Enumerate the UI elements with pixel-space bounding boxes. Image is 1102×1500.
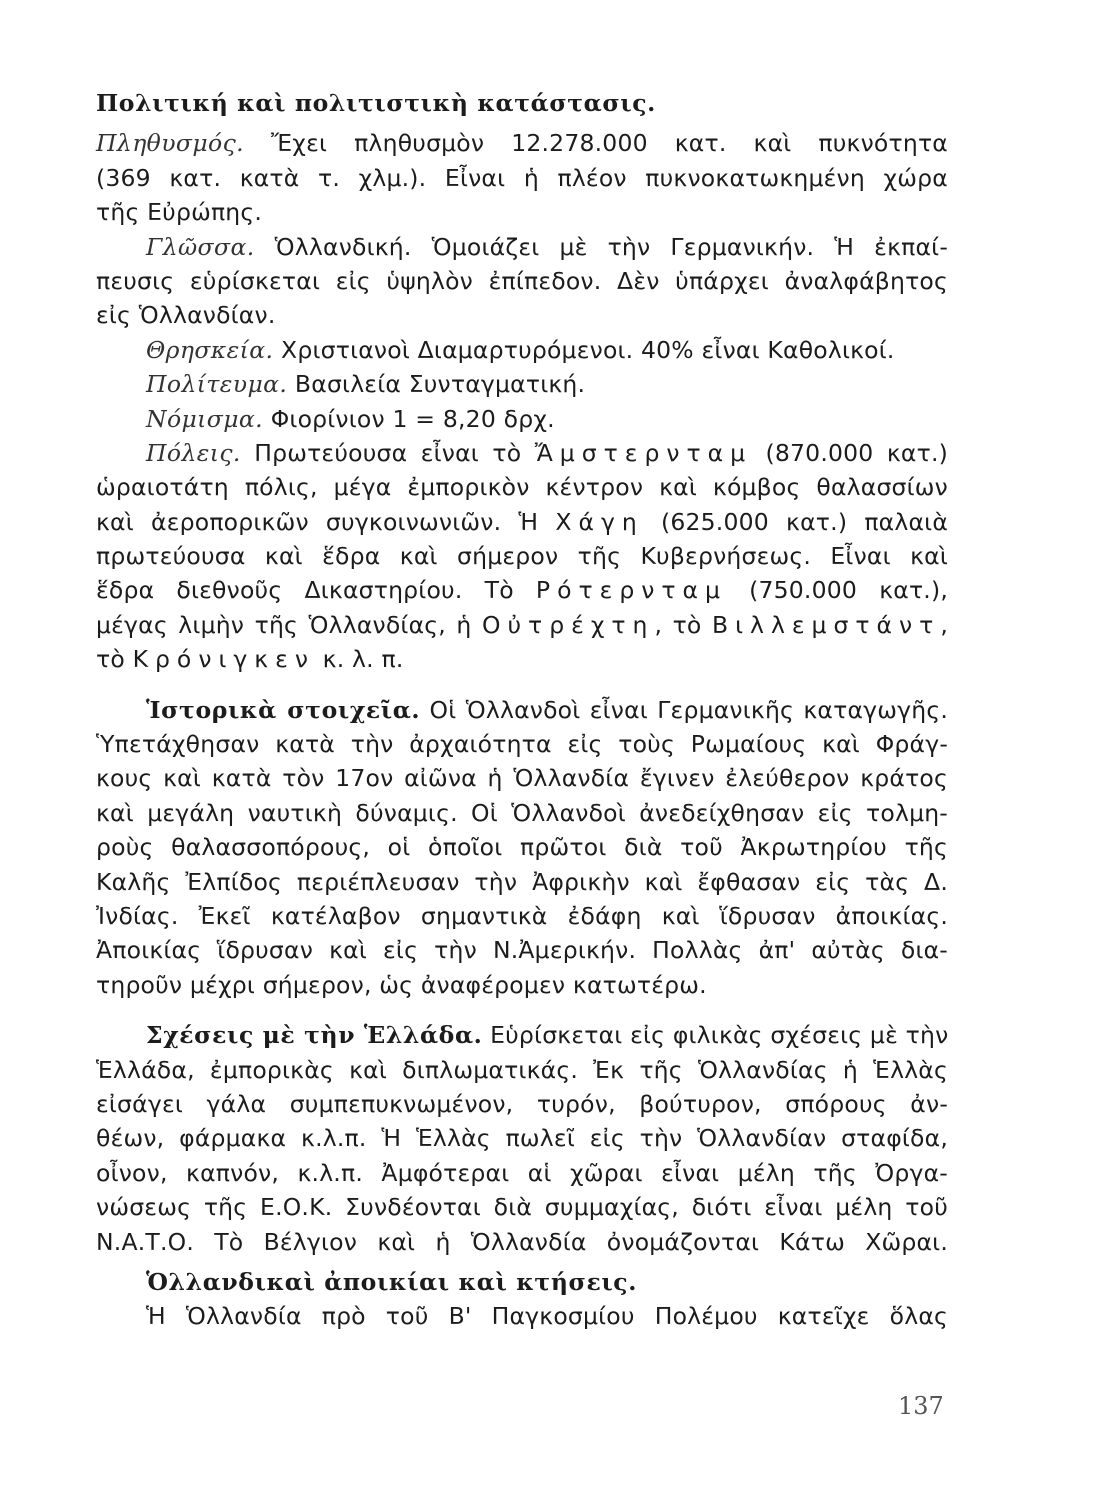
paragraph-polity: Πολίτευμα. Βασιλεία Συνταγματική. [146, 370, 586, 399]
text-line: Γλῶσσα. Ὁλλανδική. Ὁμοιάζει μὲ τὴν Γερμανικήν. Ἡ ἐκπαί- [146, 232, 948, 261]
text-line: ὡραιοτάτη πόλις, μέγα ἐμπορικὸν κέντρον καὶ κόμβος θαλασσίων [96, 473, 948, 502]
text-line: οἶνον, καπνόν, κ.λ.π. Ἀμφότεραι αἱ χῶραι εἶναι μέλη τῆς Ὀργα- [96, 1158, 948, 1187]
city-utrecht: Οὐτρέχτη [481, 610, 655, 639]
text-line: εἰσάγει γάλα συμπεπυκνωμένον, τυρόν, βούτυρον, σπόρους ἀν- [96, 1089, 948, 1118]
text-line: Σχέσεις μὲ τὴν Ἑλλάδα. Εὑρίσκεται εἰς φιλικὰς σχέσεις μὲ τὴν [146, 1021, 949, 1050]
text-line: Πόλεις. Πρωτεύουσα εἶναι τὸ Ἄμστερνταμ (870.000 κατ.) [146, 438, 948, 467]
city-amsterdam: Ἄμστερνταμ [534, 438, 753, 467]
page-text [96, 86, 948, 1334]
paragraph-cities [96, 436, 948, 677]
city-groningen: Κρόνιγκεν [132, 645, 315, 674]
text-line: Ἀποικίας ἵδρυσαν καὶ εἰς τὴν Ν.Ἀμερικήν. Πολλὰς ἀπ' αὐτὰς δια- [96, 936, 948, 965]
section-heading-colonies: Ὁλλανδικαὶ ἀποικίαι καὶ κτήσεις. [146, 1267, 637, 1296]
text-line: Καλῆς Ἐλπίδος περιέπλευσαν τὴν Ἀφρικὴν καὶ ἔφθασαν εἰς τὰς Δ. [96, 867, 948, 896]
text-line: (369 κατ. κατὰ τ. χλμ.). Εἶναι ἡ πλέον πυκνοκατωκημένη χώρα [96, 163, 948, 192]
text-line: καὶ μεγάλη ναυτικὴ δύναμις. Οἱ Ὁλλανδοὶ ἀνεδείχθησαν εἰς τολμη- [96, 798, 948, 827]
text-line: ἕδρα διεθνοῦς Δικαστηρίου. Τὸ Ρότερνταμ (750.000 κατ.), [96, 576, 948, 605]
text-line: πρωτεύουσα καὶ ἕδρα καὶ σήμερον τῆς Κυβερνήσεως. Εἶναι καὶ [96, 542, 948, 571]
section-heading-history: Ἱστορικὰ στοιχεῖα. [146, 695, 421, 724]
text-line: κους καὶ κατὰ τὸν 17ον αἰῶνα ἡ Ὁλλανδία ἔγινεν ἐλεύθερον κράτος [96, 764, 948, 793]
paragraph-currency: Νόμισμα. Φιορίνιον 1 = 8,20 δρχ. [146, 404, 555, 433]
cities-label: Πόλεις. [146, 438, 241, 467]
text-line: καὶ ἀεροπορικῶν συγκοινωνιῶν. Ἡ Χάγη (625.000 κατ.) παλαιὰ [96, 507, 949, 536]
paragraph-religion: Θρησκεία. Χριστιανοὶ Διαμαρτυρόμενοι. 40% εἶναι Καθολικοί. [146, 335, 895, 364]
religion-label: Θρησκεία. [146, 335, 274, 364]
text-line: θέων, φάρμακα κ.λ.π. Ἡ Ἑλλὰς πωλεῖ εἰς τὴν Ὁλλανδίαν σταφίδα, [96, 1124, 948, 1153]
page-number: 137 [898, 1392, 944, 1420]
language-label: Γλῶσσα. [146, 232, 255, 261]
section-heading-relations: Σχέσεις μὲ τὴν Ἑλλάδα. [146, 1021, 483, 1050]
text-line: τὸ Κρόνιγκεν κ. λ. π. [96, 645, 404, 674]
polity-label: Πολίτευμα. [146, 370, 288, 399]
text-line: Ἑλλάδα, ἐμπορικὰς καὶ διπλωματικάς. Ἐκ τῆς Ὁλλανδίας ἡ Ἑλλὰς [96, 1055, 948, 1084]
text-line: Ὑπετάχθησαν κατὰ τὴν ἀρχαιότητα εἰς τοὺς Ρωμαίους καὶ Φράγ- [96, 730, 948, 759]
text-line: Ν.Α.Τ.Ο. Τὸ Βέλγιον καὶ ἡ Ὁλλανδία ὀνομάζονται Κάτω Χῶραι. [96, 1227, 948, 1256]
text-line: Ἱστορικὰ στοιχεῖα. Οἱ Ὁλλανδοὶ εἶναι Γερμανικῆς καταγωγῆς. [146, 695, 948, 724]
currency-label: Νόμισμα. [146, 404, 264, 433]
text-line: Πληθυσμός. Ἔχει πληθυσμὸν 12.278.000 κατ. καὶ πυκνότητα [96, 129, 948, 158]
paragraph-relations-greece [96, 1018, 948, 1259]
population-label: Πληθυσμός. [96, 129, 244, 158]
text-line: Ἰνδίας. Ἐκεῖ κατέλαβον σημαντικὰ ἐδάφη καὶ ἵδρυσαν ἀποικίας. [96, 901, 948, 930]
city-rotterdam: Ρότερνταμ [535, 576, 727, 605]
text-line: τηροῦν μέχρι σήμερον, ὡς ἀναφέρομεν κατωτέρω. [96, 970, 707, 999]
text-line: εἰς Ὁλλανδίαν. [96, 301, 276, 330]
paragraph-colonies [96, 1265, 948, 1334]
paragraph-language [96, 230, 948, 333]
text-line: πευσις εὑρίσκεται εἰς ὑψηλὸν ἐπίπεδον. Δὲν ὑπάρχει ἀναλφάβητος [96, 266, 948, 295]
city-willemstad: Βιλλεμστάντ [711, 610, 941, 639]
city-hague: Χάγη [555, 507, 644, 536]
section-heading-politics: Πολιτική καὶ πολιτιστικὴ κατάστασις. [96, 89, 656, 117]
paragraph-population [96, 126, 948, 229]
text-line: τῆς Εὐρώπης. [96, 198, 263, 227]
text-line: μέγας λιμὴν τῆς Ὁλλανδίας, ἡ Οὐτρέχτη, τὸ Βιλλεμστάντ, [96, 610, 948, 639]
text-line: νώσεως τῆς Ε.Ο.Κ. Συνδέονται διὰ συμμαχίας, διότι εἶναι μέλη τοῦ [96, 1193, 948, 1222]
paragraph-history [96, 693, 948, 1003]
text-line: Ἡ Ὁλλανδία πρὸ τοῦ Β' Παγκοσμίου Πολέμου κατεῖχε ὅλας [146, 1302, 948, 1331]
text-line [96, 1265, 948, 1299]
text-line: ροὺς θαλασσοπόρους, οἱ ὁποῖοι πρῶτοι διὰ τοῦ Ἀκρωτηρίου τῆς [96, 833, 948, 862]
